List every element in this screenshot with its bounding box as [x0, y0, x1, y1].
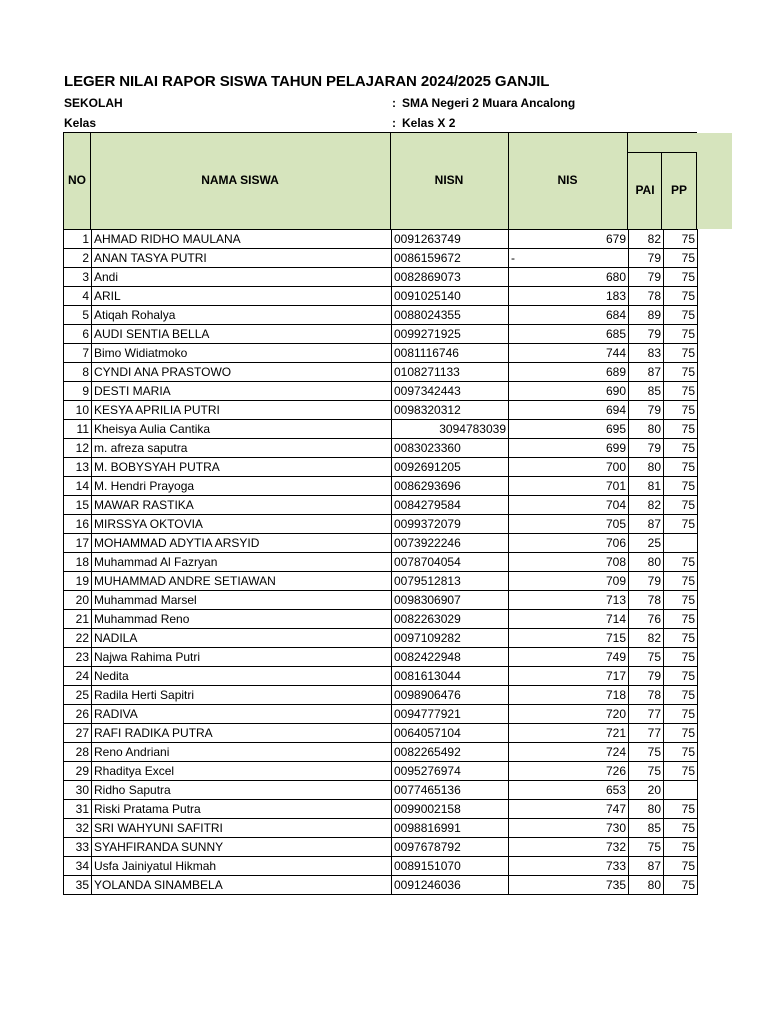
row-name: Muhammad Al Fazryan	[92, 553, 392, 572]
row-pp: 75	[664, 648, 698, 667]
row-nis: 744	[509, 344, 629, 363]
row-pai: 81	[629, 477, 664, 496]
row-pai: 82	[629, 629, 664, 648]
row-pp: 75	[664, 686, 698, 705]
row-pai: 80	[629, 800, 664, 819]
table-row	[64, 686, 698, 705]
row-nisn: 0082263029	[392, 610, 509, 629]
row-nisn: 0108271133	[392, 363, 509, 382]
row-no: 10	[64, 401, 92, 420]
row-pai: 75	[629, 762, 664, 781]
row-pai: 79	[629, 401, 664, 420]
row-name: Bimo Widiatmoko	[92, 344, 392, 363]
row-nis: 706	[509, 534, 629, 553]
row-no: 23	[64, 648, 92, 667]
meta-key-class: Kelas	[64, 116, 97, 130]
table-row	[64, 705, 698, 724]
row-pai: 77	[629, 724, 664, 743]
row-name: Radila Herti Sapitri	[92, 686, 392, 705]
table-row	[64, 496, 698, 515]
row-name: ARIL	[92, 287, 392, 306]
header-nisn: NISN	[434, 173, 464, 187]
row-nisn: 0082869073	[392, 268, 509, 287]
row-nis: 718	[509, 686, 629, 705]
table-row	[64, 724, 698, 743]
row-nis: 705	[509, 515, 629, 534]
row-name: RADIVA	[92, 705, 392, 724]
row-nis: 685	[509, 325, 629, 344]
row-nis: 679	[509, 230, 629, 249]
row-no: 17	[64, 534, 92, 553]
row-nis: 680	[509, 268, 629, 287]
row-nisn: 0091025140	[392, 287, 509, 306]
table-row	[64, 591, 698, 610]
row-name: KESYA APRILIA PUTRI	[92, 401, 392, 420]
row-nisn: 0079512813	[392, 572, 509, 591]
row-nisn: 0083023360	[392, 439, 509, 458]
row-no: 12	[64, 439, 92, 458]
row-nisn: 0099002158	[392, 800, 509, 819]
row-pai: 79	[629, 572, 664, 591]
row-pai: 80	[629, 553, 664, 572]
row-pp: 75	[664, 401, 698, 420]
table-row	[64, 876, 698, 895]
row-pp: 75	[664, 268, 698, 287]
table-row	[64, 515, 698, 534]
row-no: 27	[64, 724, 92, 743]
row-no: 35	[64, 876, 92, 895]
row-name: SYAHFIRANDA SUNNY	[92, 838, 392, 857]
row-nisn: 0064057104	[392, 724, 509, 743]
row-name: NADILA	[92, 629, 392, 648]
row-name: Kheisya Aulia Cantika	[92, 420, 392, 439]
row-name: Muhammad Reno	[92, 610, 392, 629]
row-nis: 653	[509, 781, 629, 800]
row-no: 1	[64, 230, 92, 249]
row-no: 7	[64, 344, 92, 363]
row-pp: 75	[664, 287, 698, 306]
row-no: 4	[64, 287, 92, 306]
row-pai: 79	[629, 268, 664, 287]
row-pai: 77	[629, 705, 664, 724]
row-nis: 701	[509, 477, 629, 496]
row-pai: 78	[629, 686, 664, 705]
row-no: 9	[64, 382, 92, 401]
header-pp: PP	[670, 183, 687, 197]
row-pai: 80	[629, 420, 664, 439]
row-no: 3	[64, 268, 92, 287]
row-nis: 183	[509, 287, 629, 306]
row-pp: 75	[664, 591, 698, 610]
row-pai: 80	[629, 458, 664, 477]
row-pp	[664, 534, 698, 553]
row-nis: 713	[509, 591, 629, 610]
table-row	[64, 572, 698, 591]
row-nis: 721	[509, 724, 629, 743]
row-no: 26	[64, 705, 92, 724]
row-nisn: 0098906476	[392, 686, 509, 705]
row-nis: -	[509, 249, 629, 268]
row-pai: 79	[629, 667, 664, 686]
row-nisn: 0092691205	[392, 458, 509, 477]
row-no: 30	[64, 781, 92, 800]
row-pp	[664, 781, 698, 800]
row-name: MAWAR RASTIKA	[92, 496, 392, 515]
row-nisn: 0078704054	[392, 553, 509, 572]
row-no: 32	[64, 819, 92, 838]
table-row	[64, 610, 698, 629]
row-nis: 715	[509, 629, 629, 648]
row-name: MOHAMMAD ADYTIA ARSYID	[92, 534, 392, 553]
row-pp: 75	[664, 724, 698, 743]
table-row	[64, 781, 698, 800]
row-no: 16	[64, 515, 92, 534]
row-no: 22	[64, 629, 92, 648]
row-pp: 75	[664, 477, 698, 496]
row-pp: 75	[664, 249, 698, 268]
row-no: 5	[64, 306, 92, 325]
row-nis: 704	[509, 496, 629, 515]
row-pp: 75	[664, 496, 698, 515]
row-nis: 726	[509, 762, 629, 781]
row-pai: 76	[629, 610, 664, 629]
row-name: YOLANDA SINAMBELA	[92, 876, 392, 895]
header-border-pp	[696, 152, 697, 229]
row-nis: 714	[509, 610, 629, 629]
row-name: Andi	[92, 268, 392, 287]
row-nisn: 0099271925	[392, 325, 509, 344]
table-row	[64, 553, 698, 572]
table-row	[64, 382, 698, 401]
row-nis: 735	[509, 876, 629, 895]
meta-key-school: SEKOLAH	[64, 96, 123, 110]
row-pp: 75	[664, 838, 698, 857]
meta-sep-class: :	[392, 116, 396, 130]
row-name: Reno Andriani	[92, 743, 392, 762]
row-name: Atiqah Rohalya	[92, 306, 392, 325]
row-nisn: 0097678792	[392, 838, 509, 857]
table-row	[64, 306, 698, 325]
row-name: MIRSSYA OKTOVIA	[92, 515, 392, 534]
row-pai: 80	[629, 876, 664, 895]
table-row	[64, 477, 698, 496]
table-row	[64, 344, 698, 363]
row-nis: 708	[509, 553, 629, 572]
row-nis: 720	[509, 705, 629, 724]
row-pp: 75	[664, 857, 698, 876]
row-no: 31	[64, 800, 92, 819]
row-pai: 20	[629, 781, 664, 800]
row-pp: 75	[664, 667, 698, 686]
row-pp: 75	[664, 458, 698, 477]
row-pai: 87	[629, 857, 664, 876]
row-pp: 75	[664, 610, 698, 629]
row-name: AHMAD RIDHO MAULANA	[92, 230, 392, 249]
row-no: 19	[64, 572, 92, 591]
row-pai: 75	[629, 743, 664, 762]
row-nisn: 0098306907	[392, 591, 509, 610]
header-fill-subjects	[628, 133, 732, 229]
row-nis: 717	[509, 667, 629, 686]
row-name: Najwa Rahima Putri	[92, 648, 392, 667]
row-pai: 82	[629, 230, 664, 249]
row-no: 25	[64, 686, 92, 705]
row-pai: 89	[629, 306, 664, 325]
table-row	[64, 743, 698, 762]
row-no: 24	[64, 667, 92, 686]
row-pp: 75	[664, 876, 698, 895]
row-name: Usfa Jainiyatul Hikmah	[92, 857, 392, 876]
row-pp: 75	[664, 515, 698, 534]
row-no: 18	[64, 553, 92, 572]
row-pai: 75	[629, 648, 664, 667]
header-pai: PAI	[635, 183, 655, 197]
row-nisn: 3094783039	[392, 420, 509, 439]
row-pp: 75	[664, 743, 698, 762]
row-pp: 75	[664, 819, 698, 838]
row-pai: 78	[629, 287, 664, 306]
header-top-border	[63, 132, 697, 133]
row-pai: 82	[629, 496, 664, 515]
row-no: 29	[64, 762, 92, 781]
row-no: 2	[64, 249, 92, 268]
table-row	[64, 325, 698, 344]
row-pai: 25	[629, 534, 664, 553]
row-name: Rhaditya Excel	[92, 762, 392, 781]
row-pp: 75	[664, 629, 698, 648]
row-nisn: 0084279584	[392, 496, 509, 515]
table-row	[64, 838, 698, 857]
row-nisn: 0086293696	[392, 477, 509, 496]
table-row	[64, 420, 698, 439]
table-row	[64, 667, 698, 686]
row-pai: 87	[629, 515, 664, 534]
row-pai: 78	[629, 591, 664, 610]
table-row	[64, 458, 698, 477]
row-nisn: 0082265492	[392, 743, 509, 762]
row-nisn: 0077465136	[392, 781, 509, 800]
row-pp: 75	[664, 325, 698, 344]
row-no: 34	[64, 857, 92, 876]
row-name: M. BOBYSYAH PUTRA	[92, 458, 392, 477]
row-nisn: 0081116746	[392, 344, 509, 363]
table-row	[64, 800, 698, 819]
table-row	[64, 401, 698, 420]
row-name: DESTI MARIA	[92, 382, 392, 401]
row-name: SRI WAHYUNI SAFITRI	[92, 819, 392, 838]
row-no: 13	[64, 458, 92, 477]
row-nisn: 0095276974	[392, 762, 509, 781]
row-nisn: 0091246036	[392, 876, 509, 895]
row-pp: 75	[664, 382, 698, 401]
row-nis: 700	[509, 458, 629, 477]
row-nis: 695	[509, 420, 629, 439]
row-pp: 75	[664, 800, 698, 819]
row-nisn: 0091263749	[392, 230, 509, 249]
row-pai: 85	[629, 819, 664, 838]
row-name: Riski Pratama Putra	[92, 800, 392, 819]
table-row	[64, 857, 698, 876]
row-nisn: 0094777921	[392, 705, 509, 724]
row-nisn: 0097109282	[392, 629, 509, 648]
row-pp: 75	[664, 572, 698, 591]
page-title: LEGER NILAI RAPOR SISWA TAHUN PELAJARAN 2024/2025 GANJIL	[64, 73, 550, 90]
row-pai: 75	[629, 838, 664, 857]
row-nisn: 0086159672	[392, 249, 509, 268]
table-row	[64, 287, 698, 306]
header-nis: NIS	[557, 173, 578, 187]
row-name: MUHAMMAD ANDRE SETIAWAN	[92, 572, 392, 591]
row-no: 20	[64, 591, 92, 610]
header-border-nis	[627, 132, 628, 229]
row-nisn: 0089151070	[392, 857, 509, 876]
row-pp: 75	[664, 306, 698, 325]
row-no: 15	[64, 496, 92, 515]
row-nis: 684	[509, 306, 629, 325]
table-row	[64, 249, 698, 268]
row-pp: 75	[664, 439, 698, 458]
row-nis: 694	[509, 401, 629, 420]
table-row	[64, 363, 698, 382]
meta-sep-school: :	[392, 96, 396, 110]
row-nisn: 0097342443	[392, 382, 509, 401]
row-no: 14	[64, 477, 92, 496]
row-name: Muhammad Marsel	[92, 591, 392, 610]
row-nis: 749	[509, 648, 629, 667]
row-name: m. afreza saputra	[92, 439, 392, 458]
row-no: 11	[64, 420, 92, 439]
row-nis: 724	[509, 743, 629, 762]
row-pp: 75	[664, 344, 698, 363]
row-nisn: 0082422948	[392, 648, 509, 667]
row-nisn: 0098320312	[392, 401, 509, 420]
row-pai: 79	[629, 325, 664, 344]
row-name: AUDI SENTIA BELLA	[92, 325, 392, 344]
row-pp: 75	[664, 420, 698, 439]
row-nis: 690	[509, 382, 629, 401]
row-nis: 747	[509, 800, 629, 819]
row-nisn: 0098816991	[392, 819, 509, 838]
table-row	[64, 230, 698, 249]
table-row	[64, 629, 698, 648]
row-no: 33	[64, 838, 92, 857]
row-nisn: 0088024355	[392, 306, 509, 325]
row-name: Ridho Saputra	[92, 781, 392, 800]
row-pp: 75	[664, 553, 698, 572]
row-no: 28	[64, 743, 92, 762]
row-no: 6	[64, 325, 92, 344]
row-pai: 85	[629, 382, 664, 401]
row-nis: 699	[509, 439, 629, 458]
row-name: RAFI RADIKA PUTRA	[92, 724, 392, 743]
row-no: 21	[64, 610, 92, 629]
row-name: CYNDI ANA PRASTOWO	[92, 363, 392, 382]
table-row	[64, 762, 698, 781]
row-pp: 75	[664, 705, 698, 724]
meta-value-class: Kelas X 2	[402, 116, 456, 130]
row-pai: 79	[629, 249, 664, 268]
header-no: NO	[68, 173, 86, 187]
row-pai: 87	[629, 363, 664, 382]
row-nis: 689	[509, 363, 629, 382]
row-pai: 79	[629, 439, 664, 458]
table-row	[64, 819, 698, 838]
grades-table-body	[64, 230, 698, 895]
row-nisn: 0073922246	[392, 534, 509, 553]
table-row	[64, 439, 698, 458]
table-row	[64, 268, 698, 287]
row-name: Nedita	[92, 667, 392, 686]
row-name: M. Hendri Prayoga	[92, 477, 392, 496]
header-subject-divider	[628, 152, 697, 153]
table-row	[64, 648, 698, 667]
row-pp: 75	[664, 363, 698, 382]
row-nis: 730	[509, 819, 629, 838]
row-nisn: 0099372079	[392, 515, 509, 534]
row-nis: 709	[509, 572, 629, 591]
row-pp: 75	[664, 230, 698, 249]
row-no: 8	[64, 363, 92, 382]
grades-table	[63, 229, 698, 895]
row-nis: 732	[509, 838, 629, 857]
table-row	[64, 534, 698, 553]
meta-value-school: SMA Negeri 2 Muara Ancalong	[402, 96, 576, 110]
row-pp: 75	[664, 762, 698, 781]
row-nisn: 0081613044	[392, 667, 509, 686]
header-name: NAMA SISWA	[201, 173, 279, 187]
row-nis: 733	[509, 857, 629, 876]
row-pai: 83	[629, 344, 664, 363]
row-name: ANAN TASYA PUTRI	[92, 249, 392, 268]
